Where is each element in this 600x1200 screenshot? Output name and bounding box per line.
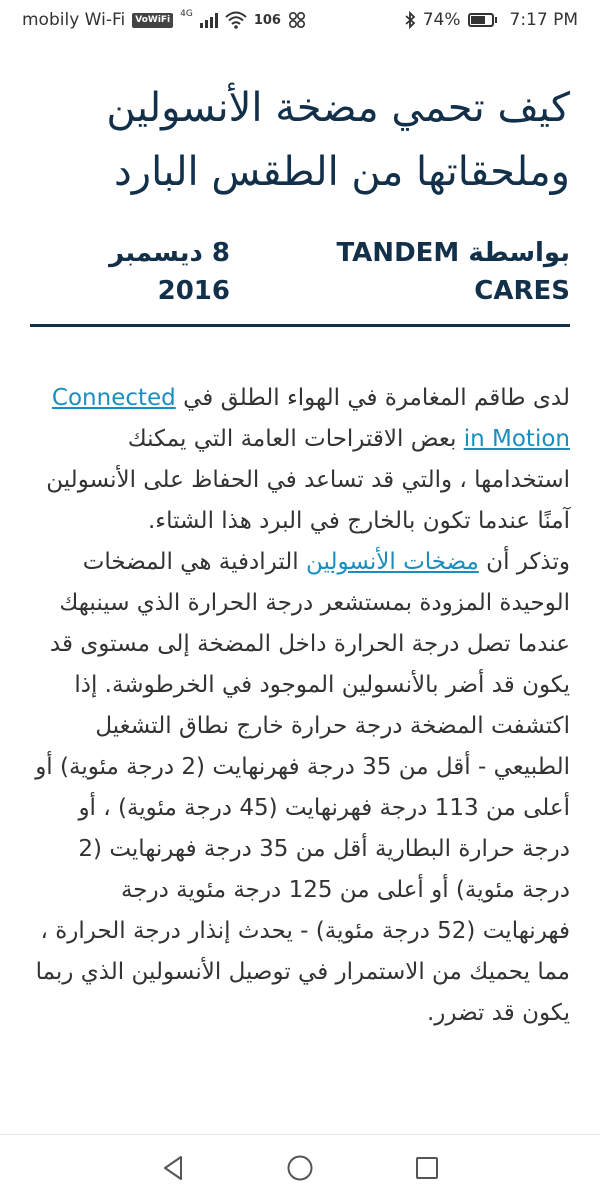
paragraph-2-text-a: وتذكر أن — [478, 549, 570, 575]
bluetooth-icon — [404, 11, 416, 29]
status-right — [404, 10, 578, 30]
recents-button[interactable] — [407, 1148, 447, 1188]
network-type: 4G — [180, 9, 193, 19]
status-bar — [0, 0, 600, 40]
battery-percent: 74% — [422, 10, 461, 30]
back-button[interactable] — [153, 1148, 193, 1188]
clock: 7:17 PM — [509, 10, 578, 30]
article-title: كيف تحمي مضخة الأنسولين وملحقاتها من الطقس البارد — [106, 85, 570, 195]
wifi-icon — [225, 11, 247, 29]
back-icon — [161, 1155, 185, 1181]
article-meta — [30, 234, 570, 314]
speed-icon: 106 — [253, 12, 281, 28]
paragraph-2-text-b: الترادفية هي المضخات الوحيدة المزودة بمستشعر درجة الحرارة الذي سينبهك عندما تصل درجة الحرارة داخل المضخة إلى مستوى قد يكون قد أضر بالأنسولين الموجود في الخرطوشة. إذا اكتشفت المضخة درجة حرارة خارج نطاق التشغيل الطبيعي - أقل من 35 درجة فهرنهايت (2 درجة مئوية) أو أعلى من 113 درجة فهرنهايت (45 درجة مئوية) ، أو درجة حرارة البطارية أقل من 35 درجة فهرنهايت (2 درجة مئوية) أو أعلى من 125 درجة مئوية درجة فهرنهايت (52 درجة مئوية) - يحدث إنذار درجة الحرارة ، مما يحميك من الاستمرار في توصيل الأنسولين الذي ربما يكون قد تضرر. — [35, 549, 570, 1026]
home-icon — [286, 1154, 314, 1182]
carrier-label: mobily Wi-Fi — [22, 10, 126, 30]
status-left — [22, 10, 306, 30]
recents-icon — [415, 1156, 439, 1180]
article-date: 8 ديسمبر 2016 — [109, 238, 230, 306]
paragraph-1 — [30, 378, 570, 542]
paragraph-1-text-a: لدى طاقم المغامرة في الهواء الطلق في — [175, 385, 570, 411]
signal-icon — [200, 12, 218, 28]
battery-icon — [468, 13, 497, 27]
title-divider — [30, 324, 570, 327]
volte-icon: VoWiFi — [132, 13, 173, 28]
pinwheel-icon — [288, 11, 306, 29]
insulin-pumps-link[interactable]: مضخات الأنسولين — [306, 549, 479, 575]
article-body — [30, 378, 570, 1034]
article-byline: بواسطة TANDEM CARES — [336, 238, 570, 306]
connected-in-motion-link[interactable]: Connected in Motion — [51, 385, 570, 452]
paragraph-2 — [30, 542, 570, 1034]
navigation-bar — [0, 1134, 600, 1200]
home-button[interactable] — [280, 1148, 320, 1188]
paragraph-1-text-b: بعض الاقتراحات العامة التي يمكنك استخدامها ، والتي قد تساعد في الحفاظ على الأنسولين آمنًا عندما تكون بالخارج في البرد هذا الشتاء. — [46, 426, 570, 534]
